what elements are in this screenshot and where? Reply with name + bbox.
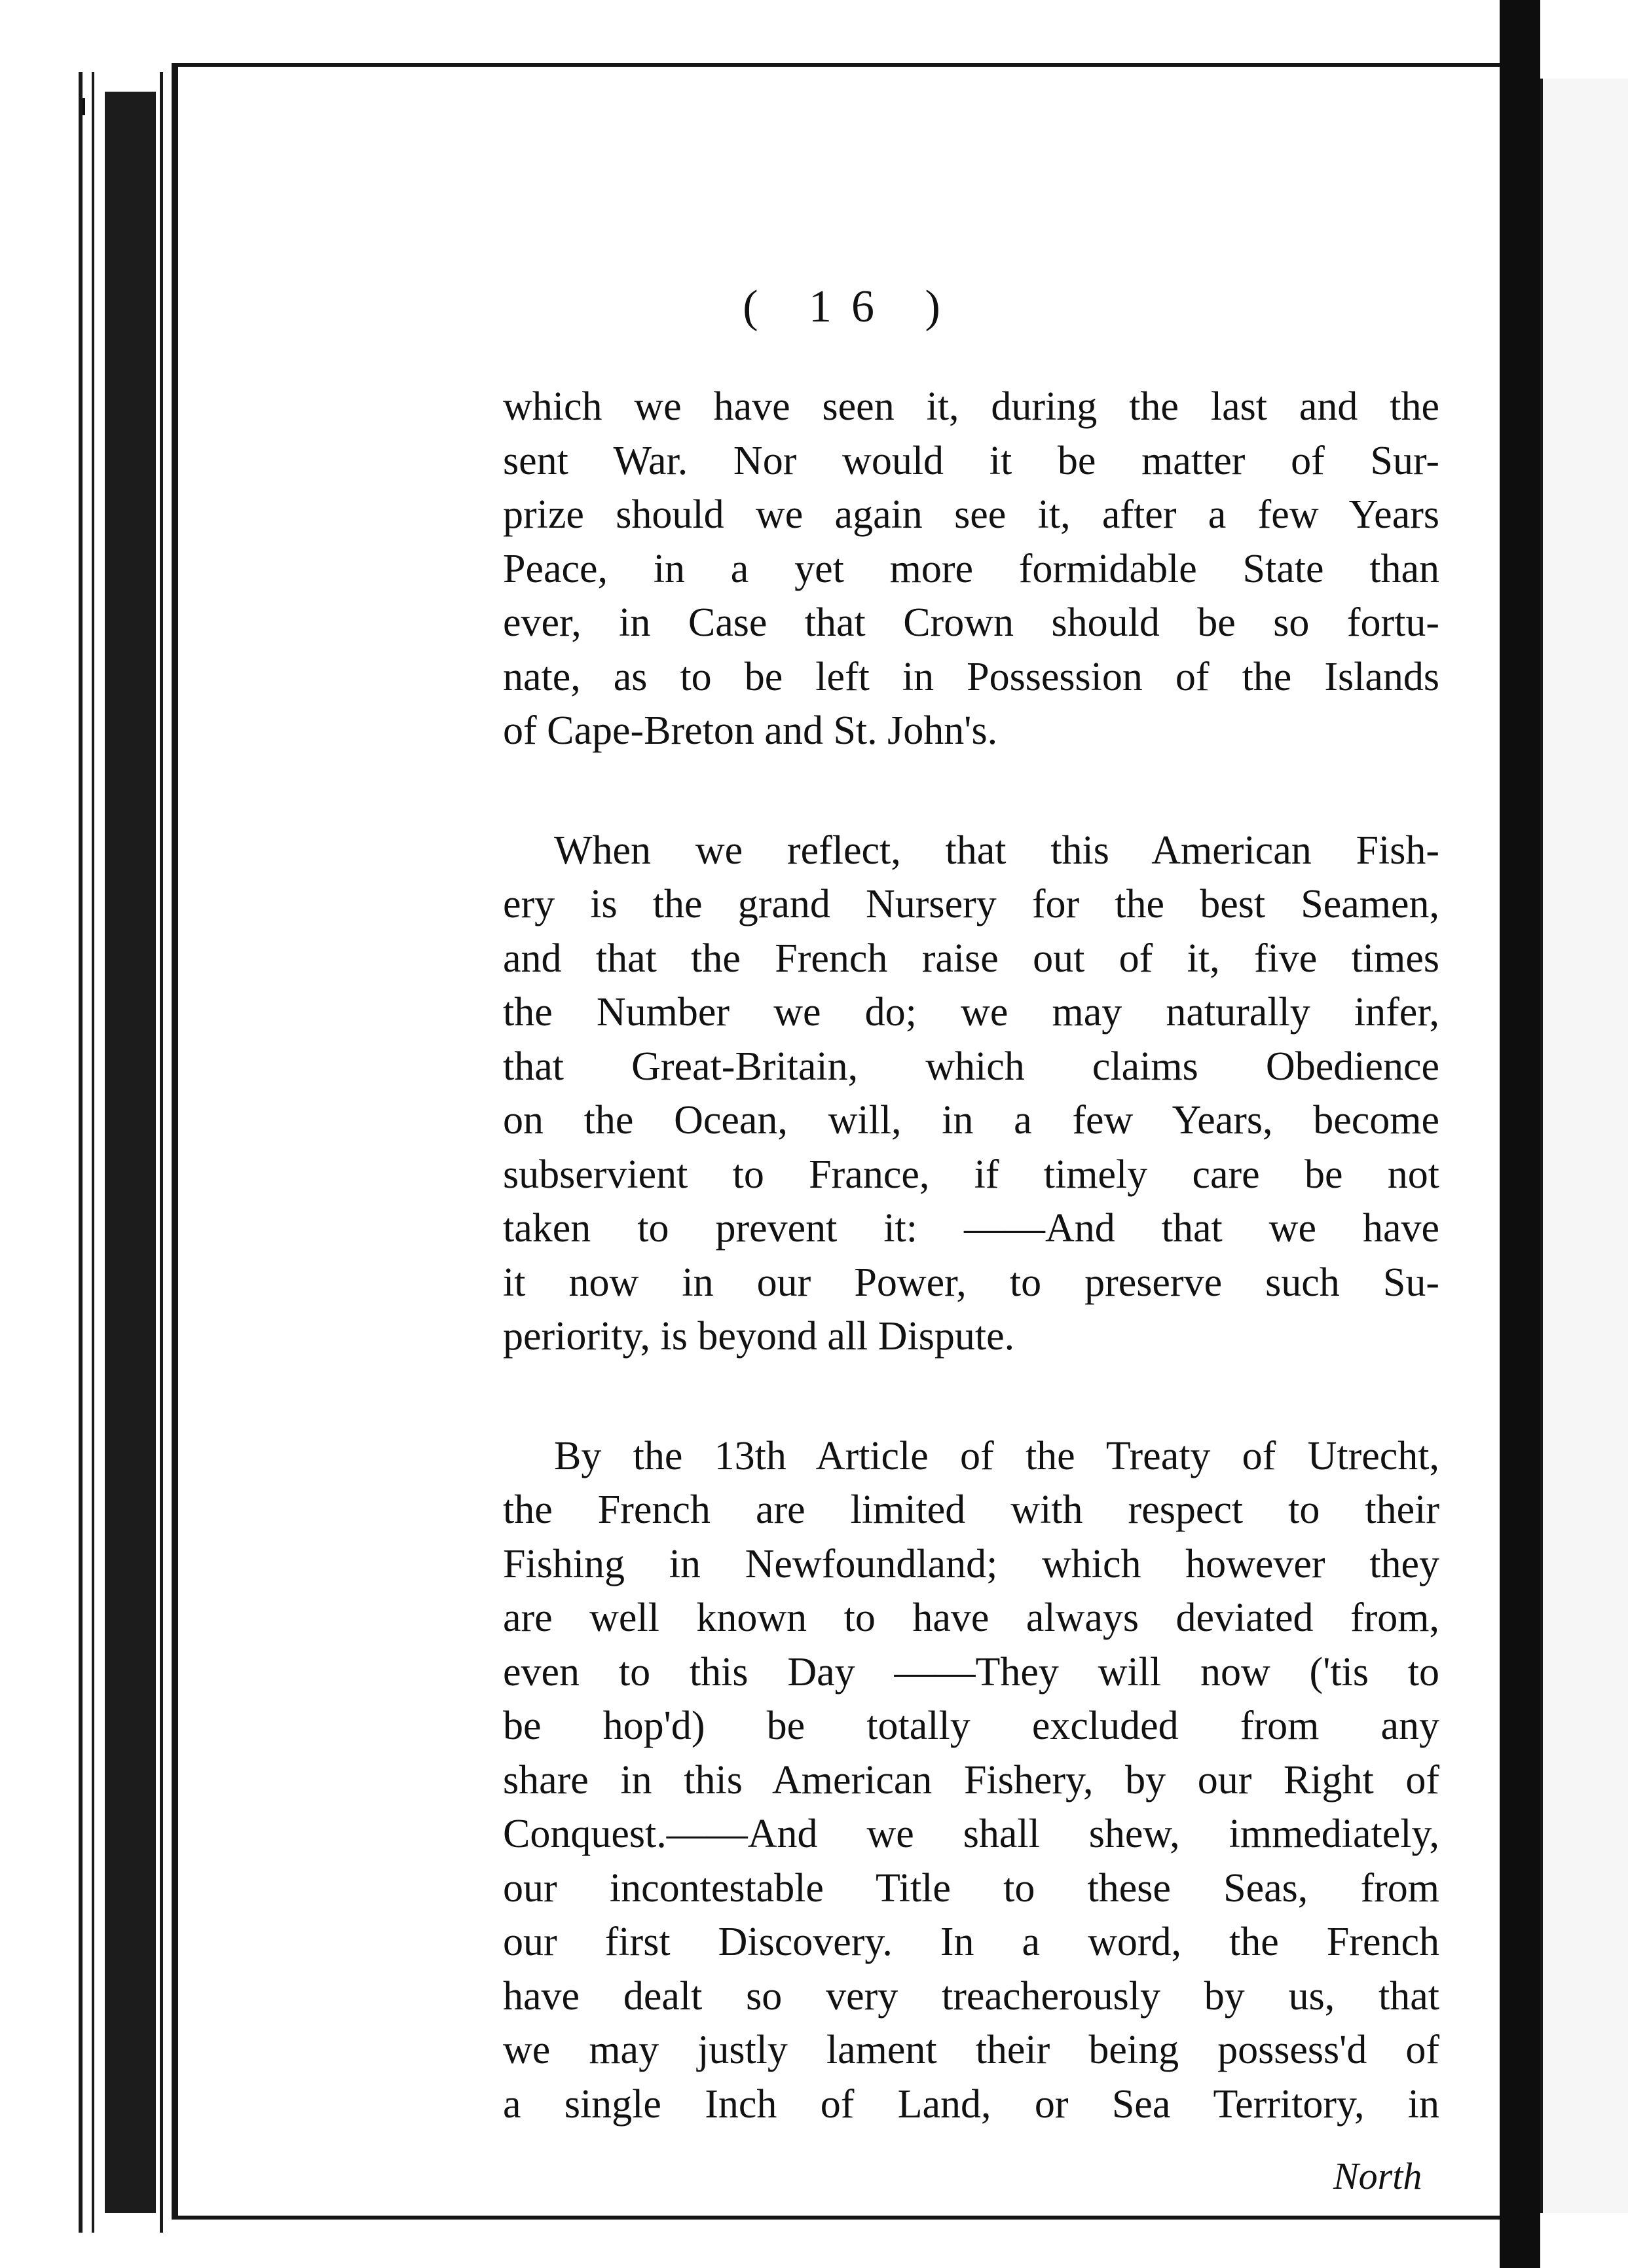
catchword: North [1333,2155,1422,2197]
scan-margin [0,0,52,2268]
text-line: sent War. Nor would it be matter of Sur- [503,438,1439,483]
book-gutter [1500,0,1540,2268]
text-line: on the Ocean, will, in a few Years, become [503,1098,1439,1143]
scan-margin-right [1540,0,1628,79]
text-line: nate, as to be left in Possession of the Islands [503,654,1439,699]
text-line: subservient to France, if timely care be not [503,1152,1439,1197]
text-line: our incontestable Title to these Seas, from [503,1865,1439,1911]
text-line: have dealt so very treacherously by us, that [503,1973,1439,2019]
text-line: When we reflect, that this American Fish- [554,828,1439,873]
text-line: Fishing in Newfoundland; which however they [503,1541,1439,1586]
text-line: ever, in Case that Crown should be so fortu- [503,600,1439,645]
text-line: taken to prevent it: ——And that we have [503,1206,1439,1251]
text-line: that Great-Britain, which claims Obedience [503,1044,1439,1089]
text-line: of Cape-Breton and St. John's. [503,708,998,753]
page-edge-line [79,72,83,2233]
paragraph-2 [503,824,1439,1364]
text-line: By the 13th Article of the Treaty of Utrecht, [554,1433,1439,1478]
text-line: are well known to have always deviated from, [503,1596,1439,1640]
facing-page-edge [1540,79,1628,2213]
text-line: share in this American Fishery, by our Right of [503,1757,1439,1802]
page-number: ( 16 ) [743,282,960,332]
text-line: prize should we again see it, after a few Years [503,492,1439,537]
text-line: periority, is beyond all Dispute. [503,1314,1015,1359]
text-line: we may justly lament their being possess'd of [503,2028,1439,2072]
paragraph-1 [503,380,1439,758]
text-line: it now in our Power, to preserve such Su- [503,1260,1439,1305]
page-edge-line [160,72,163,2233]
page-edge-line [92,72,94,2233]
text-line: ery is the grand Nursery for the best Seamen, [503,882,1439,926]
text-line: the French are limited with respect to their [503,1488,1439,1532]
book-spine-shadow [105,92,156,2213]
text-line: the Number we do; we may naturally infer, [503,990,1439,1034]
text-line: which we have seen it, during the last and the [503,384,1439,429]
text-line: Peace, in a yet more formidable State than [503,546,1439,591]
text-line: Conquest.——And we shall shew, immediately, [503,1812,1439,1856]
text-line: and that the French raise out of it, five times [503,936,1439,981]
text-line: a single Inch of Land, or Sea Territory, in [503,2081,1439,2127]
body-text [503,380,1439,2131]
text-line: even to this Day ——They will now ('tis to [503,1649,1439,1694]
text-line: be hop'd) be totally excluded from any [503,1704,1439,1748]
paragraph-3 [503,1429,1439,2132]
text-line: our first Discovery. In a word, the French [503,1920,1439,1964]
